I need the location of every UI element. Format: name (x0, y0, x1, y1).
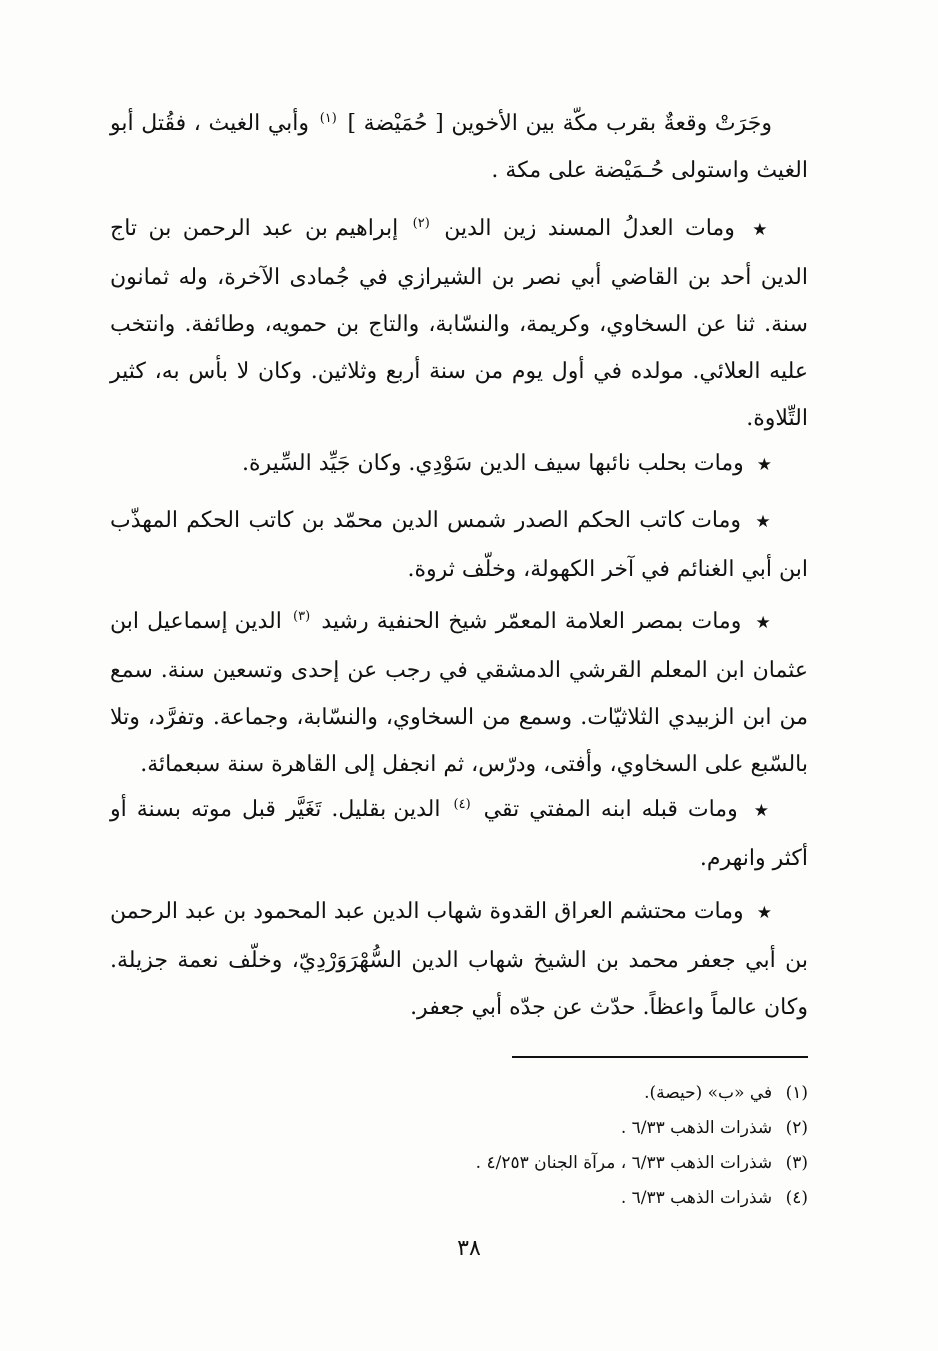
paragraph-7 (110, 888, 808, 1031)
paragraph-1 (110, 100, 808, 194)
paragraph-2-text-b: إبراهيم بن عبد الرحمن بن تاج الدين أحد بن القاضي أبي نصر بن الشيرازي في جُمادى الآخرة، وله ثمانون سنة. ثنا عن السخاوي، وكريمة، والنسّابة، والتاج بن حمويه، وطائفة. وانتخب عليه العلائي. مولده في أول يوم من سنة أربع وثلاثين. وكان لا بأس به، كثير التِّلاوة. (110, 216, 808, 431)
paragraph-3-text: ومات بحلب نائبها سيف الدين سَوْدِي. وكان جَيِّد السِّيرة. (241, 451, 744, 476)
paragraph-6-text-a: ومات قبله ابنه المفتي تقي (483, 797, 738, 822)
footnote-text: شذرات الذهب ٦/٣٣ . (620, 1118, 773, 1138)
footnote-4 (110, 1181, 808, 1216)
star-icon: ★ (756, 903, 772, 923)
paragraph-2 (110, 205, 808, 442)
star-icon: ★ (752, 220, 772, 240)
paragraph-1-text-b: وأبي الغيث ، فقُتل أبو الغيث واستولى حُـمَيْضة على مكة . (110, 111, 808, 183)
footnote-2 (110, 1111, 808, 1146)
footnote-divider (512, 1056, 808, 1058)
page-number: ٣٨ (457, 1236, 481, 1261)
paragraph-3 (110, 440, 808, 489)
footnote-text: شذرات الذهب ٦/٣٣ ، مرآة الجنان ٤/٢٥٣ . (475, 1153, 773, 1173)
paragraph-2-text-a: ومات العدلُ المسند زين الدين (444, 216, 735, 241)
paragraph-4-text: ومات كاتب الحكم الصدر شمس الدين محمّد بن كاتب الحكم المهذّب ابن أبي الغنائم في آخر الكهولة، وخلّف ثروة. (110, 508, 808, 582)
footnote-text: في «ب» (حيصة). (644, 1083, 773, 1103)
star-icon: ★ (756, 455, 772, 475)
paragraph-5-text-b: الدين إسماعيل ابن عثمان ابن المعلم القرشي الدمشقي في رجب عن إحدى وتسعين سنة. سمع من ابن الزبيدي الثلاثيّات. وسمع من السخاوي، والنسّابة، وجماعة. وتفرَّد، وتلا بالسّبع على السخاوي، وأفتى، ودرّس، ثم انجفل إلى القاهرة سنة سبعمائة. (110, 609, 808, 777)
paragraph-6-text-b: الدين بقليل. تَغَيَّر قبل موته بسنة أو أكثر وانهرم. (110, 797, 808, 871)
star-icon: ★ (755, 512, 772, 532)
paragraph-6 (110, 786, 808, 882)
paragraph-7-text: ومات محتشم العراق القدوة شهاب الدين عبد المحمود بن عبد الرحمن بن أبي جعفر محمد بن الشيخ شهاب الدين السُّهْرَوَرْدِيّ، وخلّف نعمة جزيلة. وكان عالماً واعظاً. حدّث عن جدّه أبي جعفر. (110, 899, 808, 1020)
paragraph-5-text-a: ومات بمصر العلامة المعمّر شيخ الحنفية رشيد (321, 609, 742, 634)
footnote-ref-2: (٢) (412, 215, 430, 231)
paragraph-5 (110, 598, 808, 788)
footnote-number: (٤) (785, 1188, 808, 1208)
star-icon: ★ (753, 801, 772, 821)
footnote-number: (٢) (785, 1118, 808, 1138)
footnote-number: (٣) (785, 1153, 808, 1173)
footnote-text: شذرات الذهب ٦/٣٣ . (620, 1188, 773, 1208)
footnote-1 (110, 1076, 808, 1111)
footnote-ref-1: (١) (319, 110, 337, 126)
paragraph-1-text-a: وجَرَتْ وقعةٌ بقرب مكّة بين الأخوين [ حُمَيْضة ] (347, 111, 772, 136)
footnote-number: (١) (785, 1083, 808, 1103)
footnote-3 (110, 1146, 808, 1181)
footnote-ref-3: (٣) (293, 608, 311, 624)
footnotes (110, 1076, 808, 1216)
footnote-ref-4: (٤) (453, 796, 471, 812)
paragraph-4 (110, 497, 808, 593)
star-icon: ★ (755, 613, 772, 633)
